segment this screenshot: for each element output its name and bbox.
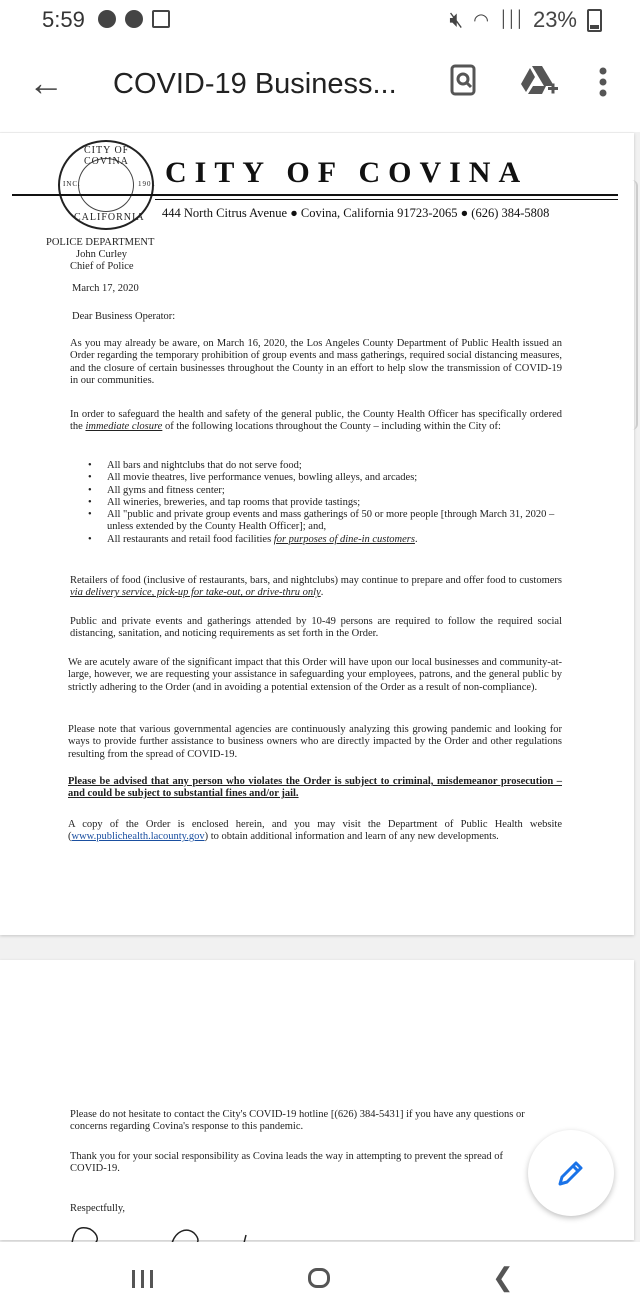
scroll-indicator[interactable]	[632, 180, 638, 430]
battery-percent: 23%	[532, 7, 577, 32]
battery-icon	[587, 9, 602, 32]
seal-left-text: INC.	[63, 180, 81, 188]
list-item: • All movie theatres, live performance venues, bowling alleys, and arcades;	[88, 472, 568, 484]
wifi-icon: ◠	[473, 9, 489, 30]
letterhead-rule	[12, 194, 618, 196]
letterhead-city-name: CITY OF COVINA	[165, 156, 529, 189]
department-block	[46, 237, 154, 273]
letterhead-rule-thin	[155, 199, 618, 200]
mute-icon: 🔇︎	[449, 7, 464, 32]
add-to-drive-icon[interactable]	[520, 64, 560, 104]
signal-icon: │││	[498, 11, 523, 28]
more-vert-icon[interactable]	[598, 66, 608, 106]
nav-back-icon[interactable]: ❮	[492, 1262, 514, 1292]
paragraph-4: Public and private events and gatherings attended by 10-49 persons are required to follow the required social distancing, sanitation, and noticing requirements as set forth in the Order.	[70, 616, 562, 640]
list-item-text-end: .	[414, 533, 418, 545]
facebook-icon	[98, 10, 116, 28]
public-health-link[interactable]: www.publichealth.lacounty.gov	[71, 831, 205, 843]
system-status	[449, 7, 602, 33]
paragraph-9: Please do not hesitate to contact the City's COVID-19 hotline [(626) 384-5431] if you have any questions or concerns regarding Covina's response to this pandemic.	[70, 1109, 525, 1133]
paragraph-3-text: Retailers of food (inclusive of restaurants, bars, and nightclubs) may continue to prepare and offer food to customers	[70, 575, 562, 586]
system-nav-bar	[0, 1242, 640, 1315]
list-item: • All "public and private group events and mass gatherings of 50 or more people [through March 31, 2020 – unless extended by the County Health Officer]; and,	[88, 509, 568, 534]
delivery-options-text: via delivery service, pick-up for take-out, or drive-thru only	[70, 587, 321, 599]
list-item-text: All restaurants and retail food facilities	[107, 533, 274, 545]
notification-icons	[98, 10, 170, 28]
seal-top-text: CITY OF COVINA	[84, 145, 130, 167]
paragraph-10: Thank you for your social responsibility as Covina leads the way in attempting to prevent the spread of COVID-19.	[70, 1151, 504, 1175]
paragraph-8-text: A copy of the Order is enclosed herein, and you may visit the Department of Public Health website (	[68, 819, 562, 843]
paragraph-2	[70, 409, 562, 434]
paragraph-7-warning: Please be advised that any person who violates the Order is subject to criminal, misdemeanor prosecution – and could be subject to substantial fines and/or jail.	[68, 776, 562, 800]
seal-bottom-text: CALIFORNIA	[74, 212, 145, 223]
closure-list	[88, 460, 568, 546]
paragraph-1: As you may already be aware, on March 16, 2020, the Los Angeles County Department of Public Health issued an Order regarding the temporary prohibition of group events and mass gatherings, required social distancing measures, and the closure of certain businesses throughout the County in an effort to help slow the transmission of COVID-19 in our communities.	[70, 338, 562, 386]
signature	[68, 1215, 268, 1243]
document-title: COVID-19 Business...	[113, 68, 397, 100]
paragraph-2-text: In order to safeguard the health and safety of the general public, the County Health Officer has specifically ordered the	[70, 409, 562, 433]
department-role: Chief of Police	[70, 261, 134, 272]
department-name: POLICE DEPARTMENT	[46, 237, 155, 248]
status-time: 5:59	[42, 7, 85, 32]
app-notification-icon	[125, 10, 143, 28]
paragraph-8-text-end: ) to obtain additional information and learn of any new developments.	[204, 831, 499, 843]
list-item: • All wineries, breweries, and tap rooms that provide tastings;	[88, 497, 568, 509]
app-bar	[0, 40, 640, 132]
pencil-icon	[556, 1158, 586, 1188]
letter-salutation: Dear Business Operator:	[72, 311, 176, 322]
dine-in-text: for purposes of dine-in customers	[273, 533, 415, 545]
list-item	[88, 534, 568, 546]
status-bar	[0, 0, 640, 40]
letterhead-address: 444 North Citrus Avenue ● Covina, California 91723-2065 ● (626) 384-5808	[162, 206, 550, 220]
paragraph-6: Please note that various governmental agencies are continuously analyzing this growing pandemic and looking for ways to provide further assistance to business owners who are directly impacted by the Order and other regulations resulting from the spread of COVID-19.	[68, 724, 562, 760]
paragraph-2-text-end: of the following locations throughout the County – including within the City of:	[162, 421, 501, 433]
immediate-closure-text: immediate closure	[85, 421, 163, 433]
recents-button[interactable]	[132, 1270, 153, 1288]
gallery-icon	[152, 10, 170, 28]
list-item: • All gyms and fitness center;	[88, 485, 568, 497]
letter-date: March 17, 2020	[72, 283, 139, 294]
department-person: John Curley	[76, 249, 128, 260]
list-item: • All bars and nightclubs that do not serve food;	[88, 460, 568, 472]
paragraph-5: We are acutely aware of the significant impact that this Order will have upon our local businesses and community-at-large, however, we are requesting your assistance in safeguarding your employees, patrons, and the general public by strictly adhering to the Order (and in avoiding a potential extension of the Order as a result of non-compliance).	[68, 657, 562, 693]
edit-fab-button[interactable]	[528, 1130, 614, 1216]
document-search-icon[interactable]	[450, 64, 478, 104]
home-button[interactable]	[308, 1268, 330, 1288]
city-seal	[58, 140, 154, 230]
paragraph-8	[68, 819, 562, 844]
paragraph-3	[70, 575, 562, 600]
paragraph-3-text-end: .	[320, 587, 324, 599]
closing-text: Respectfully,	[70, 1203, 126, 1214]
seal-right-text: 1901	[138, 180, 156, 188]
back-arrow-icon[interactable]: ←	[28, 62, 64, 103]
